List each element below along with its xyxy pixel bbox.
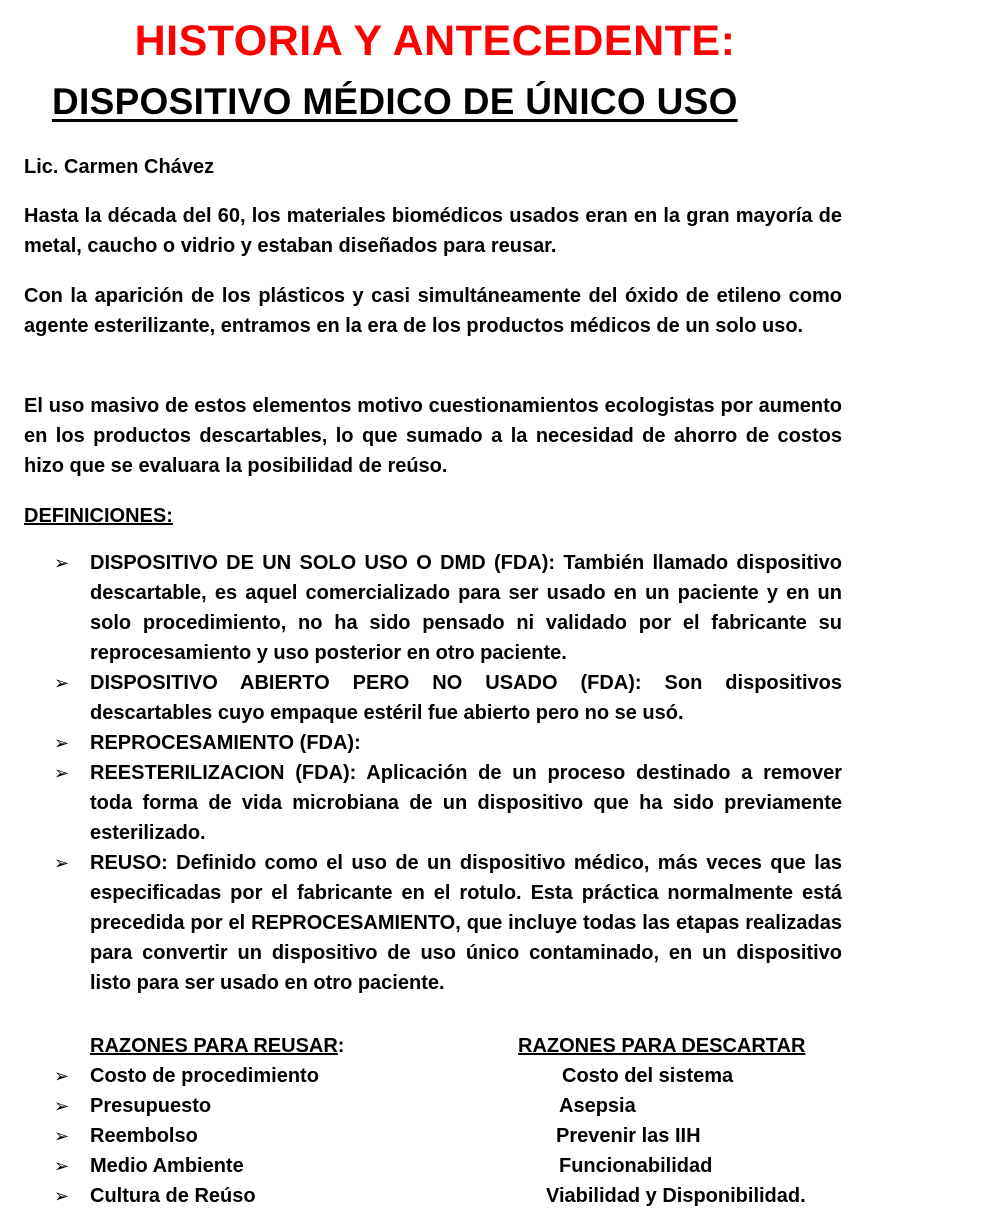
definition-item [54, 758, 842, 848]
definition-item [54, 548, 842, 668]
arrow-bullet-icon: ➢ [54, 1066, 70, 1086]
arrow-bullet-icon: ➢ [54, 553, 70, 573]
discard-reason: Asepsia [559, 1095, 636, 1117]
paragraph-reuse-motivation: El uso masivo de estos elementos motivo cuestionamientos ecologistas por aumento en los productos descartables, lo que sumado a la necesidad de ahorro de costos hizo que se evaluara la posibilidad de reúso. [24, 395, 842, 477]
reuse-reasons-heading-colon: : [337, 1035, 345, 1057]
discard-reason: Viabilidad y Disponibilidad. [546, 1185, 806, 1207]
discard-reason: Prevenir las IIH [556, 1125, 701, 1147]
reasons-row [54, 1091, 854, 1121]
arrow-bullet-icon: ➢ [54, 853, 70, 873]
arrow-bullet-icon: ➢ [54, 763, 70, 783]
reuse-reasons-heading-text: RAZONES PARA REUSAR [90, 1035, 338, 1057]
definition-item [54, 668, 842, 728]
reasons-row [54, 1181, 854, 1211]
arrow-bullet-icon: ➢ [54, 1156, 70, 1176]
definitions-heading: DEFINICIONES: [24, 505, 173, 527]
reuse-reason: Cultura de Reúso [90, 1185, 256, 1207]
reasons-row [54, 1151, 854, 1181]
discard-reason: Costo del sistema [562, 1065, 734, 1087]
definitions-list [54, 548, 842, 998]
reasons-row [54, 1121, 854, 1151]
definition-text: DISPOSITIVO ABIERTO PERO NO USADO (FDA): Son dispositivos descartables cuyo empaque estéril fue abierto pero no se usó. [90, 672, 842, 724]
reuse-reason: Reembolso [90, 1125, 198, 1147]
reuse-reason: Medio Ambiente [90, 1155, 244, 1177]
definition-text: REESTERILIZACION (FDA): Aplicación de un proceso destinado a remover toda forma de vida microbiana de un dispositivo que ha sido previamente esterilizado. [90, 762, 842, 844]
paragraph-history: Hasta la década del 60, los materiales biomédicos usados eran en la gran mayoría de metal, caucho o vidrio y estaban diseñados para reusar. [24, 205, 842, 257]
arrow-bullet-icon: ➢ [54, 1096, 70, 1116]
document-title: HISTORIA Y ANTECEDENTE: [134, 17, 736, 65]
reasons-row [54, 1061, 854, 1091]
definition-item [54, 848, 842, 998]
discard-reasons-heading: RAZONES PARA DESCARTAR [518, 1035, 806, 1057]
arrow-bullet-icon: ➢ [54, 673, 70, 693]
reuse-reasons-heading [90, 1031, 344, 1061]
arrow-bullet-icon: ➢ [54, 1186, 70, 1206]
arrow-bullet-icon: ➢ [54, 1126, 70, 1146]
discard-reason: Funcionabilidad [559, 1155, 713, 1177]
paragraph-plastics: Con la aparición de los plásticos y casi simultáneamente del óxido de etileno como agente esterilizante, entramos en la era de los productos médicos de un solo uso. [24, 285, 842, 337]
definition-text: REPROCESAMIENTO (FDA): [90, 732, 361, 754]
definition-text: REUSO: Definido como el uso de un dispositivo médico, más veces que las especificadas por el fabricante en el rotulo. Esta práctica normalmente está precedida por el REPROCESAMIENTO, que incluye todas las etapas realizadas para convertir un dispositivo de uso único contaminado, en un dispositivo listo para ser usado en otro paciente. [90, 852, 842, 994]
reuse-reason: Costo de procedimiento [90, 1065, 319, 1087]
author-name: Lic. Carmen Chávez [24, 156, 215, 178]
definition-text: DISPOSITIVO DE UN SOLO USO O DMD (FDA): También llamado dispositivo descartable, es aquel comercializado para ser usado en un paciente y en un solo procedimiento, no ha sido pensado ni validado por el fabricante su reprocesamiento y uso posterior en otro paciente. [90, 552, 842, 664]
definition-item [54, 728, 842, 758]
document-subtitle: DISPOSITIVO MÉDICO DE ÚNICO USO [52, 81, 738, 122]
arrow-bullet-icon: ➢ [54, 733, 70, 753]
reuse-reason: Presupuesto [90, 1095, 212, 1117]
